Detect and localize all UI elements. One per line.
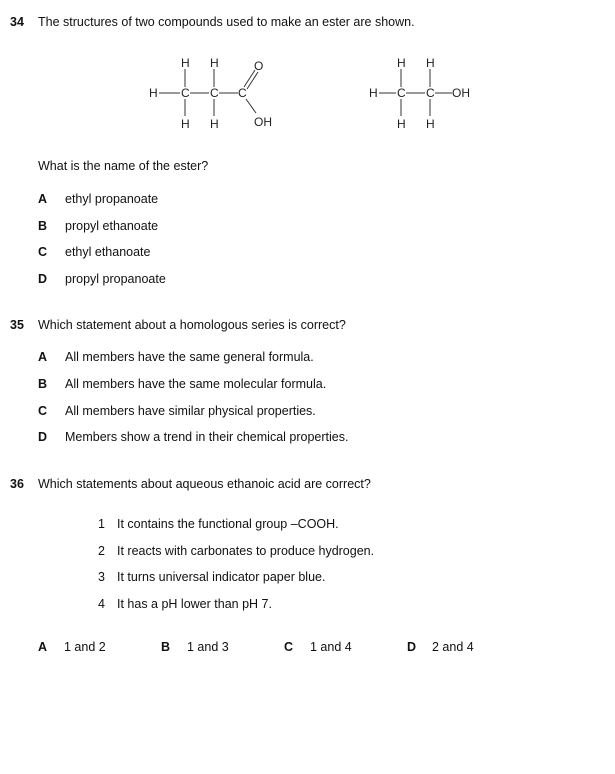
option-a[interactable]: All members have the same general formula. xyxy=(65,350,314,364)
svg-text:H: H xyxy=(181,117,190,131)
svg-text:C: C xyxy=(397,86,406,100)
svg-text:H: H xyxy=(426,117,435,131)
option-b[interactable]: All members have the same molecular formula. xyxy=(65,377,327,391)
svg-text:H: H xyxy=(397,117,406,131)
svg-text:OH: OH xyxy=(452,86,470,100)
option-c[interactable]: All members have similar physical properties. xyxy=(65,404,316,418)
svg-text:H: H xyxy=(181,56,190,70)
svg-text:H: H xyxy=(210,56,219,70)
statement: It turns universal indicator paper blue. xyxy=(117,570,326,584)
ethanol-structure xyxy=(369,56,470,131)
question-prompt: What is the name of the ester? xyxy=(38,159,209,173)
question-text: The structures of two compounds used to make an ester are shown. xyxy=(38,15,415,29)
question-text: Which statement about a homologous series is correct? xyxy=(38,318,346,332)
svg-text:C: C xyxy=(426,86,435,100)
svg-text:C: C xyxy=(238,86,247,100)
svg-text:OH: OH xyxy=(254,115,272,129)
question-text: Which statements about aqueous ethanoic acid are correct? xyxy=(38,477,371,491)
svg-text:C: C xyxy=(181,86,190,100)
question-number: 35 xyxy=(10,318,24,332)
structural-formulas xyxy=(0,0,615,150)
option-b[interactable]: 1 and 3 xyxy=(187,640,229,654)
svg-text:H: H xyxy=(397,56,406,70)
svg-text:H: H xyxy=(149,86,158,100)
option-d[interactable]: Members show a trend in their chemical properties. xyxy=(65,430,349,444)
svg-text:C: C xyxy=(210,86,219,100)
svg-text:H: H xyxy=(210,117,219,131)
propanoic-acid-structure xyxy=(149,56,272,131)
option-a[interactable]: 1 and 2 xyxy=(64,640,106,654)
statement: It contains the functional group –COOH. xyxy=(117,517,339,531)
option-c[interactable]: ethyl ethanoate xyxy=(65,245,151,259)
option-c[interactable]: 1 and 4 xyxy=(310,640,352,654)
statement: It reacts with carbonates to produce hydrogen. xyxy=(117,544,375,558)
option-d[interactable]: propyl propanoate xyxy=(65,272,166,286)
option-a[interactable]: ethyl propanoate xyxy=(65,192,159,206)
svg-text:H: H xyxy=(426,56,435,70)
svg-text:H: H xyxy=(369,86,378,100)
question-number: 36 xyxy=(10,477,24,491)
option-b[interactable]: propyl ethanoate xyxy=(65,219,159,233)
option-d[interactable]: 2 and 4 xyxy=(432,640,474,654)
svg-text:O: O xyxy=(254,59,264,73)
question-number: 34 xyxy=(10,15,24,29)
statement: It has a pH lower than pH 7. xyxy=(117,597,272,611)
